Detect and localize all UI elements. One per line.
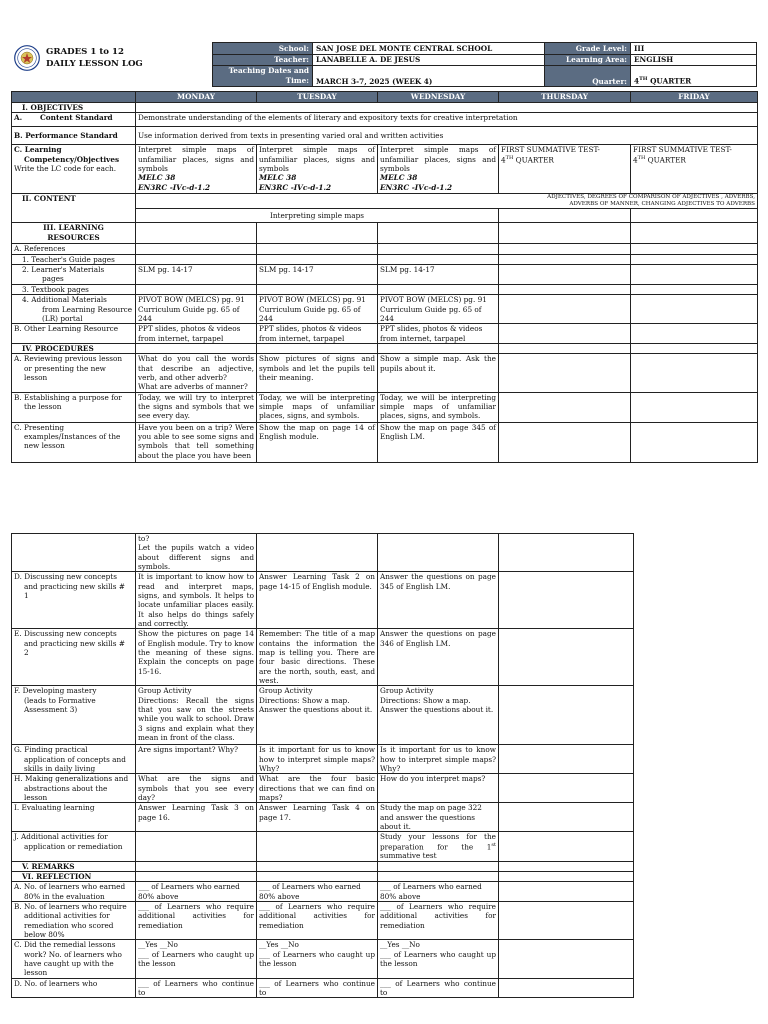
tg-thursday bbox=[499, 254, 631, 264]
learning-resources-heading bbox=[12, 223, 136, 244]
addl-thursday bbox=[499, 295, 631, 324]
lc-wednesday-melc: MELC 38 bbox=[380, 173, 418, 183]
title-grades: GRADES 1 to 12 bbox=[46, 47, 124, 57]
references-label: A. References bbox=[12, 244, 136, 254]
proc-monday bbox=[136, 343, 257, 353]
reflection-thursday bbox=[499, 871, 634, 881]
procA-friday bbox=[631, 354, 758, 392]
ref-thursday bbox=[499, 244, 631, 254]
procC-thursday bbox=[499, 422, 631, 462]
olr-wednesday-2: from internet, tarpapel bbox=[380, 333, 466, 343]
procC-cont-label bbox=[12, 534, 136, 572]
remarks-heading: V. REMARKS bbox=[12, 861, 136, 871]
lc-tuesday-text: Interpret simple maps of unfamiliar places, signs and symbols bbox=[259, 145, 375, 173]
area-label: Learning Area: bbox=[545, 54, 631, 66]
refC-thursday bbox=[499, 940, 634, 978]
summative-friday-quarter bbox=[633, 155, 755, 165]
procC-monday: Have you been on a trip? Were you able to see some signs and symbols that tell something about the place you have been bbox=[136, 422, 257, 462]
day-friday: FRIDAY bbox=[631, 92, 758, 103]
procF-tuesday-3: Answer the questions about it. bbox=[259, 704, 373, 714]
addl-monday bbox=[136, 295, 257, 324]
quarter-sup: TH bbox=[639, 76, 648, 83]
procH-wednesday: How do you interpret maps? bbox=[378, 774, 499, 803]
procA-monday-2: What are adverbs of manner? bbox=[138, 382, 248, 392]
grade-value: III bbox=[631, 43, 757, 55]
refC-wednesday-1: __Yes __No bbox=[380, 940, 420, 950]
procA-tuesday: Show pictures of signs and symbols and let the pupils tell their meaning. bbox=[257, 354, 378, 392]
refB-wednesday: ___ of Learners who require additional activities for remediation bbox=[378, 901, 499, 939]
procD-label bbox=[12, 572, 136, 629]
tg-tuesday bbox=[257, 254, 378, 264]
lc-wednesday bbox=[378, 145, 499, 194]
procD-tuesday: Answer Learning Task 2 on page 14-15 of English module. bbox=[257, 572, 378, 629]
procJ-wednesday bbox=[378, 832, 499, 861]
refC-tuesday-1: __Yes __No bbox=[259, 940, 299, 950]
procB-label bbox=[12, 392, 136, 422]
procH-label-1: H. Making generalizations and bbox=[14, 774, 129, 784]
refB-label-2: additional activities for bbox=[24, 911, 110, 921]
procB-label-2: the lesson bbox=[24, 401, 62, 411]
lc-friday bbox=[631, 145, 758, 194]
procB-wednesday: Today, we will be interpreting simple maps of unfamiliar places, signs, and symbols. bbox=[378, 392, 499, 422]
addl-tuesday bbox=[257, 295, 378, 324]
refC-tuesday bbox=[257, 940, 378, 978]
procG-thursday bbox=[499, 745, 634, 774]
reflection-monday bbox=[136, 871, 257, 881]
procG-wednesday: Is it important for us to know how to interpret simple maps? Why? bbox=[378, 745, 499, 774]
day-header-row bbox=[12, 92, 758, 103]
summative-friday-word: QUARTER bbox=[645, 155, 686, 165]
procC-cont-wednesday bbox=[378, 534, 499, 572]
ref-wednesday bbox=[378, 244, 499, 254]
addl-friday bbox=[631, 295, 758, 324]
olr-tuesday-2: from internet, tarpapel bbox=[259, 333, 345, 343]
quarter-word: QUARTER bbox=[647, 76, 692, 86]
addl-tuesday-2: Curriculum Guide pg. 65 of 244 bbox=[259, 304, 361, 323]
procA-thursday bbox=[499, 354, 631, 392]
tg-pages-label: 1. Teacher's Guide pages bbox=[12, 254, 136, 264]
procF-monday-1: Group Activity bbox=[138, 686, 192, 696]
procF-tuesday-1: Group Activity bbox=[259, 686, 313, 696]
procE-label-3: 2 bbox=[24, 647, 29, 657]
lm-pages-label-2: pages bbox=[42, 274, 64, 284]
refB-tuesday: ___ of Learners who require additional activities for remediation bbox=[257, 901, 378, 939]
procA-monday-1: What do you call the words that describe an adjective, verb, and other adverb? bbox=[138, 354, 254, 382]
procF-monday-2: Directions: Recall the signs that you saw on the streets while you walk to school. Draw 3 signs and explain what they mean in front of the class. bbox=[138, 695, 254, 742]
procA-label-1: A. Reviewing previous lesson bbox=[14, 354, 123, 364]
refC-label-3: have caught up with the bbox=[24, 958, 114, 968]
area-value: ENGLISH bbox=[631, 54, 757, 66]
addl-monday-1: PIVOT BOW (MELCS) pg. 91 bbox=[138, 295, 245, 305]
proc-wednesday bbox=[378, 343, 499, 353]
refC-wednesday-2: ___ of Learners who caught up the lesson bbox=[380, 949, 496, 968]
procJ-wednesday-2: summative test bbox=[380, 851, 437, 861]
olr-friday bbox=[631, 324, 758, 344]
lr-friday bbox=[631, 223, 758, 244]
refA-label-1: A. No. of learners who earned bbox=[14, 882, 126, 892]
addl-label-1: 4. Additional Materials bbox=[22, 295, 107, 305]
procI-tuesday: Answer Learning Task 4 on page 17. bbox=[257, 803, 378, 832]
procE-label-2: and practicing new skills # bbox=[24, 638, 125, 648]
lm-pages-label-1: 2. Learner's Materials bbox=[22, 264, 105, 274]
content-friday bbox=[631, 209, 758, 223]
procedures-heading: IV. PROCEDURES bbox=[12, 343, 136, 353]
tg-monday bbox=[136, 254, 257, 264]
lm-wednesday: SLM pg. 14-17 bbox=[378, 264, 499, 284]
content-standard-value: Demonstrate understanding of the elements of literary and expository texts for creative interpretation bbox=[136, 113, 758, 127]
lc-monday-text: Interpret simple maps of unfamiliar places, signs and symbols bbox=[138, 145, 254, 173]
deped-seal-icon bbox=[14, 45, 40, 71]
tb-tuesday bbox=[257, 284, 378, 294]
proc-tuesday bbox=[257, 343, 378, 353]
textbook-label: 3. Textbook pages bbox=[12, 284, 136, 294]
procC-cont-1: to? bbox=[138, 534, 150, 543]
day-wednesday: WEDNESDAY bbox=[378, 92, 499, 103]
page-title bbox=[46, 46, 143, 70]
tb-friday bbox=[631, 284, 758, 294]
procF-monday bbox=[136, 686, 257, 745]
refD-tuesday: ___ of Learners who continue to bbox=[257, 978, 378, 998]
tg-wednesday bbox=[378, 254, 499, 264]
grade-label: Grade Level: bbox=[545, 43, 631, 55]
lc-tuesday-melc: MELC 38 bbox=[259, 173, 297, 183]
lc-monday-code: EN3RC -IVc-d-1.2 bbox=[138, 182, 211, 192]
procC-friday bbox=[631, 422, 758, 462]
dates-value: MARCH 3-7, 2025 (WEEK 4) bbox=[313, 66, 545, 87]
procI-monday: Answer Learning Task 3 on page 16. bbox=[136, 803, 257, 832]
remarks-monday bbox=[136, 861, 257, 871]
addl-wednesday bbox=[378, 295, 499, 324]
content-standard-letter: A. bbox=[14, 113, 23, 123]
lc-monday bbox=[136, 145, 257, 194]
olr-tuesday bbox=[257, 324, 378, 344]
procF-label bbox=[12, 686, 136, 745]
procF-tuesday-2: Directions: Show a map. bbox=[259, 695, 350, 705]
lr-tuesday bbox=[257, 223, 378, 244]
procD-monday: It is important to know how to read and interpret maps, signs, and symbols. It helps to locate unfamiliar places easily. It also helps do things safely and correctly. bbox=[136, 572, 257, 629]
summative-friday-sup: TH bbox=[637, 154, 646, 161]
refB-label-3: remediation who scored bbox=[24, 920, 114, 930]
procA-label bbox=[12, 354, 136, 392]
lc-label-2: Competency/Objectives bbox=[24, 154, 120, 164]
procC-label-2: examples/Instances of the bbox=[24, 431, 121, 441]
lc-monday-melc: MELC 38 bbox=[138, 173, 176, 183]
lm-monday: SLM pg. 14-17 bbox=[136, 264, 257, 284]
dates-label bbox=[213, 66, 313, 87]
remarks-wednesday bbox=[378, 861, 499, 871]
procC-label bbox=[12, 422, 136, 462]
refB-label-1: B. No. of learners who require bbox=[14, 901, 127, 911]
procB-friday bbox=[631, 392, 758, 422]
procB-monday: Today, we will try to interpret the signs and symbols that we see every day. bbox=[136, 392, 257, 422]
procJ-label bbox=[12, 832, 136, 861]
teacher-value: LANABELLE A. DE JESUS bbox=[313, 54, 545, 66]
olr-thursday bbox=[499, 324, 631, 344]
procE-label-1: E. Discussing new concepts bbox=[14, 629, 117, 639]
lr-heading-1: III. LEARNING bbox=[43, 223, 104, 233]
procI-label: I. Evaluating learning bbox=[12, 803, 136, 832]
refC-wednesday bbox=[378, 940, 499, 978]
teacher-label: Teacher: bbox=[213, 54, 313, 66]
procF-wednesday-2: Directions: Show a map. bbox=[380, 695, 471, 705]
lc-label-1: C. Learning bbox=[14, 145, 62, 155]
refA-label bbox=[12, 882, 136, 902]
procC-label-3: new lesson bbox=[24, 441, 65, 451]
procG-label-3: skills in daily living bbox=[24, 763, 96, 773]
refA-wednesday: ___ of Learners who earned 80% above bbox=[378, 882, 499, 902]
procJ-monday bbox=[136, 832, 257, 861]
summative-thursday-word: QUARTER bbox=[513, 155, 554, 165]
refD-label: D. No. of learners who bbox=[12, 978, 136, 998]
title-dll: DAILY LESSON LOG bbox=[46, 59, 143, 69]
content-lesson: Interpreting simple maps bbox=[136, 209, 499, 223]
procB-label-1: B. Establishing a purpose for bbox=[14, 392, 122, 402]
refC-label-2: work? No. of learners who bbox=[24, 949, 122, 959]
olr-monday bbox=[136, 324, 257, 344]
olr-monday-1: PPT slides, photos & videos bbox=[138, 324, 241, 334]
reflection-heading: VI. REFLECTION bbox=[12, 871, 136, 881]
tb-wednesday bbox=[378, 284, 499, 294]
lc-label-3: Write the LC code for each. bbox=[14, 163, 117, 173]
lm-thursday bbox=[499, 264, 631, 284]
proc-thursday bbox=[499, 343, 631, 353]
ref-tuesday bbox=[257, 244, 378, 254]
summative-friday-num: 4 bbox=[633, 155, 638, 165]
tg-friday bbox=[631, 254, 758, 264]
dll-table-page1 bbox=[11, 91, 758, 463]
day-thursday: THURSDAY bbox=[499, 92, 631, 103]
corner-cell bbox=[12, 92, 136, 103]
refA-thursday bbox=[499, 882, 634, 902]
procI-wednesday: Study the map on page 322 and answer the questions about it. bbox=[378, 803, 499, 832]
tb-monday bbox=[136, 284, 257, 294]
olr-wednesday bbox=[378, 324, 499, 344]
lc-tuesday bbox=[257, 145, 378, 194]
content-topics-1: ADJECTIVES, DEGREES OF COMPARISON OF ADJECTIVES , ADVERBS, bbox=[547, 194, 755, 201]
procA-wednesday: Show a simple map. Ask the pupils about it. bbox=[378, 354, 499, 392]
olr-wednesday-1: PPT slides, photos & videos bbox=[380, 324, 483, 334]
header-info-table bbox=[212, 42, 757, 87]
lr-monday bbox=[136, 223, 257, 244]
objectives-blank bbox=[136, 103, 758, 113]
procC-cont-tuesday bbox=[257, 534, 378, 572]
reflection-tuesday bbox=[257, 871, 378, 881]
refB-label-4: below 80% bbox=[24, 929, 65, 939]
refC-label-4: lesson bbox=[24, 968, 48, 978]
dates-label-line1: Teaching Dates and bbox=[228, 66, 309, 75]
addl-monday-2: Curriculum Guide pg. 65 of 244 bbox=[138, 304, 240, 323]
procH-label bbox=[12, 774, 136, 803]
school-label: School: bbox=[213, 43, 313, 55]
performance-standard-value: Use information derived from texts in presenting varied oral and written activities bbox=[136, 127, 758, 145]
lm-friday bbox=[631, 264, 758, 284]
lm-pages-label bbox=[12, 264, 136, 284]
day-monday: MONDAY bbox=[136, 92, 257, 103]
lm-tuesday: SLM pg. 14-17 bbox=[257, 264, 378, 284]
refC-label bbox=[12, 940, 136, 978]
procJ-wednesday-sup: st bbox=[491, 841, 496, 848]
content-standard-text: Content Standard bbox=[40, 113, 113, 123]
lr-heading-2: RESOURCES bbox=[47, 232, 100, 242]
procF-label-1: F. Developing mastery bbox=[14, 686, 97, 696]
quarter-value bbox=[631, 66, 757, 87]
summative-thursday-sup: TH bbox=[505, 154, 514, 161]
procC-label-1: C. Presenting bbox=[14, 422, 65, 432]
procF-wednesday-1: Group Activity bbox=[380, 686, 434, 696]
proc-friday bbox=[631, 343, 758, 353]
procG-tuesday: Is it important for us to know how to interpret simple maps? Why? bbox=[257, 745, 378, 774]
olr-monday-2: from internet, tarpapel bbox=[138, 333, 224, 343]
procE-monday: Show the pictures on page 14 of English module. Try to know the meaning of these signs. Explain the concepts on page 15-16. bbox=[136, 629, 257, 686]
procF-tuesday bbox=[257, 686, 378, 745]
procD-label-1: D. Discussing new concepts bbox=[14, 572, 117, 582]
dates-label-line2: Time: bbox=[285, 76, 309, 85]
procG-label-2: application of concepts and bbox=[24, 754, 126, 764]
procI-thursday bbox=[499, 803, 634, 832]
procG-label-1: G. Finding practical bbox=[14, 745, 88, 755]
procD-thursday bbox=[499, 572, 634, 629]
procB-thursday bbox=[499, 392, 631, 422]
refC-tuesday-2: ___ of Learners who caught up the lesson bbox=[259, 949, 375, 968]
procC-cont-thursday bbox=[499, 534, 634, 572]
addl-wednesday-1: PIVOT BOW (MELCS) pg. 91 bbox=[380, 295, 487, 305]
procH-label-2: abstractions about the bbox=[24, 783, 108, 793]
lc-label bbox=[12, 145, 136, 194]
lc-wednesday-code: EN3RC -IVc-d-1.2 bbox=[380, 182, 453, 192]
procD-label-2: and practicing new skills # bbox=[24, 581, 125, 591]
procG-label bbox=[12, 745, 136, 774]
addl-materials-label bbox=[12, 295, 136, 324]
content-standard-label bbox=[12, 113, 136, 127]
procJ-wednesday-1: Study your lessons for the preparation for the 1 bbox=[380, 832, 496, 851]
quarter-label: Quarter: bbox=[545, 66, 631, 87]
procF-wednesday bbox=[378, 686, 499, 745]
refC-label-1: C. Did the remedial lessons bbox=[14, 940, 116, 950]
refD-thursday bbox=[499, 978, 634, 998]
refA-tuesday: ___ of Learners who earned 80% above bbox=[257, 882, 378, 902]
procC-cont-monday bbox=[136, 534, 257, 572]
ref-monday bbox=[136, 244, 257, 254]
lc-wednesday-text: Interpret simple maps of unfamiliar places, signs and symbols bbox=[380, 145, 496, 173]
procE-wednesday: Answer the questions on page 346 of English LM. bbox=[378, 629, 499, 686]
olr-label: B. Other Learning Resource bbox=[12, 324, 136, 344]
procE-label bbox=[12, 629, 136, 686]
procF-thursday bbox=[499, 686, 634, 745]
addl-label-2: from Learning Resource bbox=[42, 304, 133, 314]
content-thursday bbox=[499, 209, 631, 223]
procC-wednesday: Show the map on page 345 of English LM. bbox=[378, 422, 499, 462]
procA-label-3: lesson bbox=[24, 372, 48, 382]
refC-monday bbox=[136, 940, 257, 978]
procJ-label-1: J. Additional activities for bbox=[14, 832, 108, 842]
performance-standard-label: B. Performance Standard bbox=[12, 127, 136, 145]
tb-thursday bbox=[499, 284, 631, 294]
content-heading: II. CONTENT bbox=[12, 194, 136, 223]
remarks-tuesday bbox=[257, 861, 378, 871]
procE-tuesday: Remember: The title of a map contains the information the map is telling you. There are four basic directions. These are the north, south, east, and west. bbox=[257, 629, 378, 686]
addl-wednesday-2: Curriculum Guide pg. 65 of 244 bbox=[380, 304, 482, 323]
refB-monday: ___ of Learners who require additional activities for remediation bbox=[136, 901, 257, 939]
procF-wednesday-3: Answer the questions about it. bbox=[380, 704, 494, 714]
procC-cont-2: Let the pupils watch a video about different signs and symbols. bbox=[138, 543, 254, 571]
remarks-thursday bbox=[499, 861, 634, 871]
procD-wednesday: Answer the questions on page 345 of English LM. bbox=[378, 572, 499, 629]
procD-label-3: 1 bbox=[24, 590, 29, 600]
procH-monday: What are the signs and symbols that you see every day? bbox=[136, 774, 257, 803]
ref-friday bbox=[631, 244, 758, 254]
summative-friday: FIRST SUMMATIVE TEST- bbox=[633, 145, 732, 155]
school-value: SAN JOSE DEL MONTE CENTRAL SCHOOL bbox=[313, 43, 545, 55]
procA-label-2: or presenting the new bbox=[24, 363, 106, 373]
procA-monday bbox=[136, 354, 257, 392]
procJ-label-2: application or remediation bbox=[24, 841, 123, 851]
lr-thursday bbox=[499, 223, 631, 244]
quarter-num: 4 bbox=[634, 76, 640, 86]
lc-thursday bbox=[499, 145, 631, 194]
lr-wednesday bbox=[378, 223, 499, 244]
olr-tuesday-1: PPT slides, photos & videos bbox=[259, 324, 362, 334]
summative-thursday: FIRST SUMMATIVE TEST- bbox=[501, 145, 600, 155]
refA-label-2: 80% in the evaluation bbox=[24, 891, 105, 901]
procF-label-2: (leads to Formative bbox=[24, 695, 96, 705]
content-topics-2: ADVERBS OF MANNER, CHANGING ADJECTIVES TO ADVERBS bbox=[569, 201, 755, 208]
addl-label-3: (LR) portal bbox=[42, 313, 83, 323]
procF-label-3: Assessment 3) bbox=[24, 704, 78, 714]
content-topics bbox=[136, 194, 758, 209]
procH-label-3: lesson bbox=[24, 792, 48, 802]
refA-monday: ___ of Learners who earned 80% above bbox=[136, 882, 257, 902]
procG-monday: Are signs important? Why? bbox=[136, 745, 257, 774]
day-tuesday: TUESDAY bbox=[257, 92, 378, 103]
summative-thursday-num: 4 bbox=[501, 155, 506, 165]
refC-monday-1: __Yes __No bbox=[138, 940, 178, 950]
procH-tuesday: What are the four basic directions that we can find on maps? bbox=[257, 774, 378, 803]
dll-table-page2 bbox=[11, 533, 634, 998]
procJ-tuesday bbox=[257, 832, 378, 861]
refC-monday-2: ___ of Learners who caught up the lesson bbox=[138, 949, 254, 968]
summative-thursday-quarter bbox=[501, 155, 628, 165]
refD-monday: ___ of Learners who continue to bbox=[136, 978, 257, 998]
procB-tuesday: Today, we will be interpreting simple maps of unfamiliar places, signs, and symbols. bbox=[257, 392, 378, 422]
reflection-wednesday bbox=[378, 871, 499, 881]
addl-tuesday-1: PIVOT BOW (MELCS) pg. 91 bbox=[259, 295, 366, 305]
objectives-heading: I. OBJECTIVES bbox=[12, 103, 136, 113]
refB-label bbox=[12, 901, 136, 939]
lc-tuesday-code: EN3RC -IVc-d-1.2 bbox=[259, 182, 332, 192]
procC-tuesday: Show the map on page 14 of English module. bbox=[257, 422, 378, 462]
procJ-thursday bbox=[499, 832, 634, 861]
refD-wednesday: ___ of Learners who continue to bbox=[378, 978, 499, 998]
refB-thursday bbox=[499, 901, 634, 939]
procE-thursday bbox=[499, 629, 634, 686]
procH-thursday bbox=[499, 774, 634, 803]
